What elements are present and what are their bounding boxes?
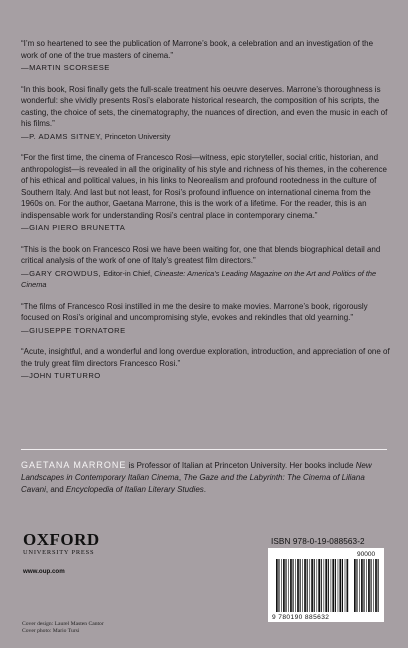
- book-title: The Gaze and the Labyrinth: The Cinema of Liliana Cavani: [21, 472, 365, 494]
- book-title: Encyclopedia of Italian Literary Studies: [65, 484, 204, 494]
- publisher-logo: [23, 532, 103, 556]
- quote-brunetta: [21, 152, 391, 234]
- quote-text: “For the first time, the cinema of Francesco Rosi—witness, epic storyteller, social critic, historian, and anthropologist—is revealed in all the originality of his style and richness of his themes, in the coherence of his ethical and political values, in his links to Neorealism and profound rootedness in the culture of Southern Italy. And last but not least, for Rosi’s profound influence on international cinema from the 1960s on. For the author, Gaetana Marrone, this is the work of a lifetime. For the reader, this is an indispensable work for understanding Rosi’s central place in contemporary cinema.”: [21, 153, 387, 220]
- attribution-name: —P. ADAMS SITNEY,: [21, 131, 103, 141]
- quote-text: “In this book, Rosi finally gets the full-scale treatment his oeuvre deserves. Marrone’s thoroughness is wonderful: she vividly presents Rosi’s elaborate historical research, the composition of his scripts, the casting, the choice of sets, the cinematography, the nuances of direction, and even the music in each of his films.”: [21, 84, 388, 128]
- endorsements: [21, 38, 391, 392]
- ean-barcode: [276, 559, 348, 612]
- publisher-subtitle: UNIVERSITY PRESS: [23, 549, 95, 556]
- bio-text: ,: [178, 472, 184, 482]
- quote-attribution: [21, 325, 391, 337]
- attribution-role: Editor-in Chief,: [101, 268, 155, 278]
- author-bio: [21, 460, 389, 495]
- quote-turturro: [21, 346, 391, 382]
- bio-text: is Professor of Italian at Princeton University. Her books include: [126, 461, 356, 470]
- quote-crowdus: [21, 244, 391, 291]
- isbn-label: ISBN 978-0-19-088563-2: [271, 537, 365, 546]
- author-name: GAETANA MARRONE: [21, 460, 127, 470]
- attribution-name: —MARTIN SCORSESE: [21, 63, 110, 72]
- attribution-name: —GARY CROWDUS,: [21, 268, 102, 278]
- quote-text: “This is the book on Francesco Rosi we have been waiting for, one that blends biographical detail and critical analysis of the work of one of Italy’s greatest film directors.”: [21, 244, 381, 265]
- divider: [21, 449, 387, 450]
- quote-text: “The films of Francesco Rosi instilled in me the desire to make movies. Marrone’s book, rigorously focused on Rosi’s original and uncompromising style, evokes and rekindles that old yearning.”: [21, 301, 368, 322]
- bio-text: , and: [45, 484, 66, 494]
- cover-design-credit: Cover design: Laurel Masten Cantor: [22, 621, 104, 627]
- attribution-publication: Cineaste: America’s Leading Magazine on the Art and Politics of the Cinema: [21, 268, 377, 289]
- cover-photo-credit: Cover photo: Mario Tursi: [22, 628, 80, 634]
- attribution-name: —GIUSEPPE TORNATORE: [21, 325, 126, 335]
- attribution-role: Princeton University: [102, 131, 171, 141]
- quote-text: “Acute, insightful, and a wonderful and long overdue exploration, introduction, and appreciation of one of the truly great film directors Francesco Rosi.”: [21, 347, 390, 368]
- publisher-name: OXFORD: [23, 530, 100, 549]
- barcode-digits: 9 780190 885632: [272, 614, 330, 621]
- quote-tornatore: [21, 301, 391, 337]
- attribution-name: —JOHN TURTURRO: [21, 371, 101, 380]
- addon-barcode: [354, 559, 379, 612]
- attribution-name: —GIAN PIERO BRUNETTA: [21, 223, 126, 232]
- quote-sitney: [21, 84, 391, 143]
- quote-attribution: [21, 370, 391, 382]
- quote-attribution: [21, 131, 391, 143]
- cover-credits: [22, 621, 104, 635]
- barcode-icon: [268, 548, 384, 622]
- book-title: New Landscapes in Contemporary Italian Cinema: [21, 461, 372, 482]
- publisher-url: www.oup.com: [23, 568, 65, 575]
- barcode-panel: [268, 548, 384, 622]
- bio-text: .: [203, 484, 207, 494]
- quote-text: “I’m so heartened to see the publication of Marrone’s book, a celebration and an investigation of the work of one of the true masters of cinema.”: [21, 39, 374, 60]
- quote-attribution: [21, 222, 391, 234]
- quote-attribution: [21, 268, 391, 291]
- quote-scorsese: [21, 38, 391, 74]
- price-code: 90000: [357, 551, 376, 558]
- quote-attribution: [21, 62, 391, 74]
